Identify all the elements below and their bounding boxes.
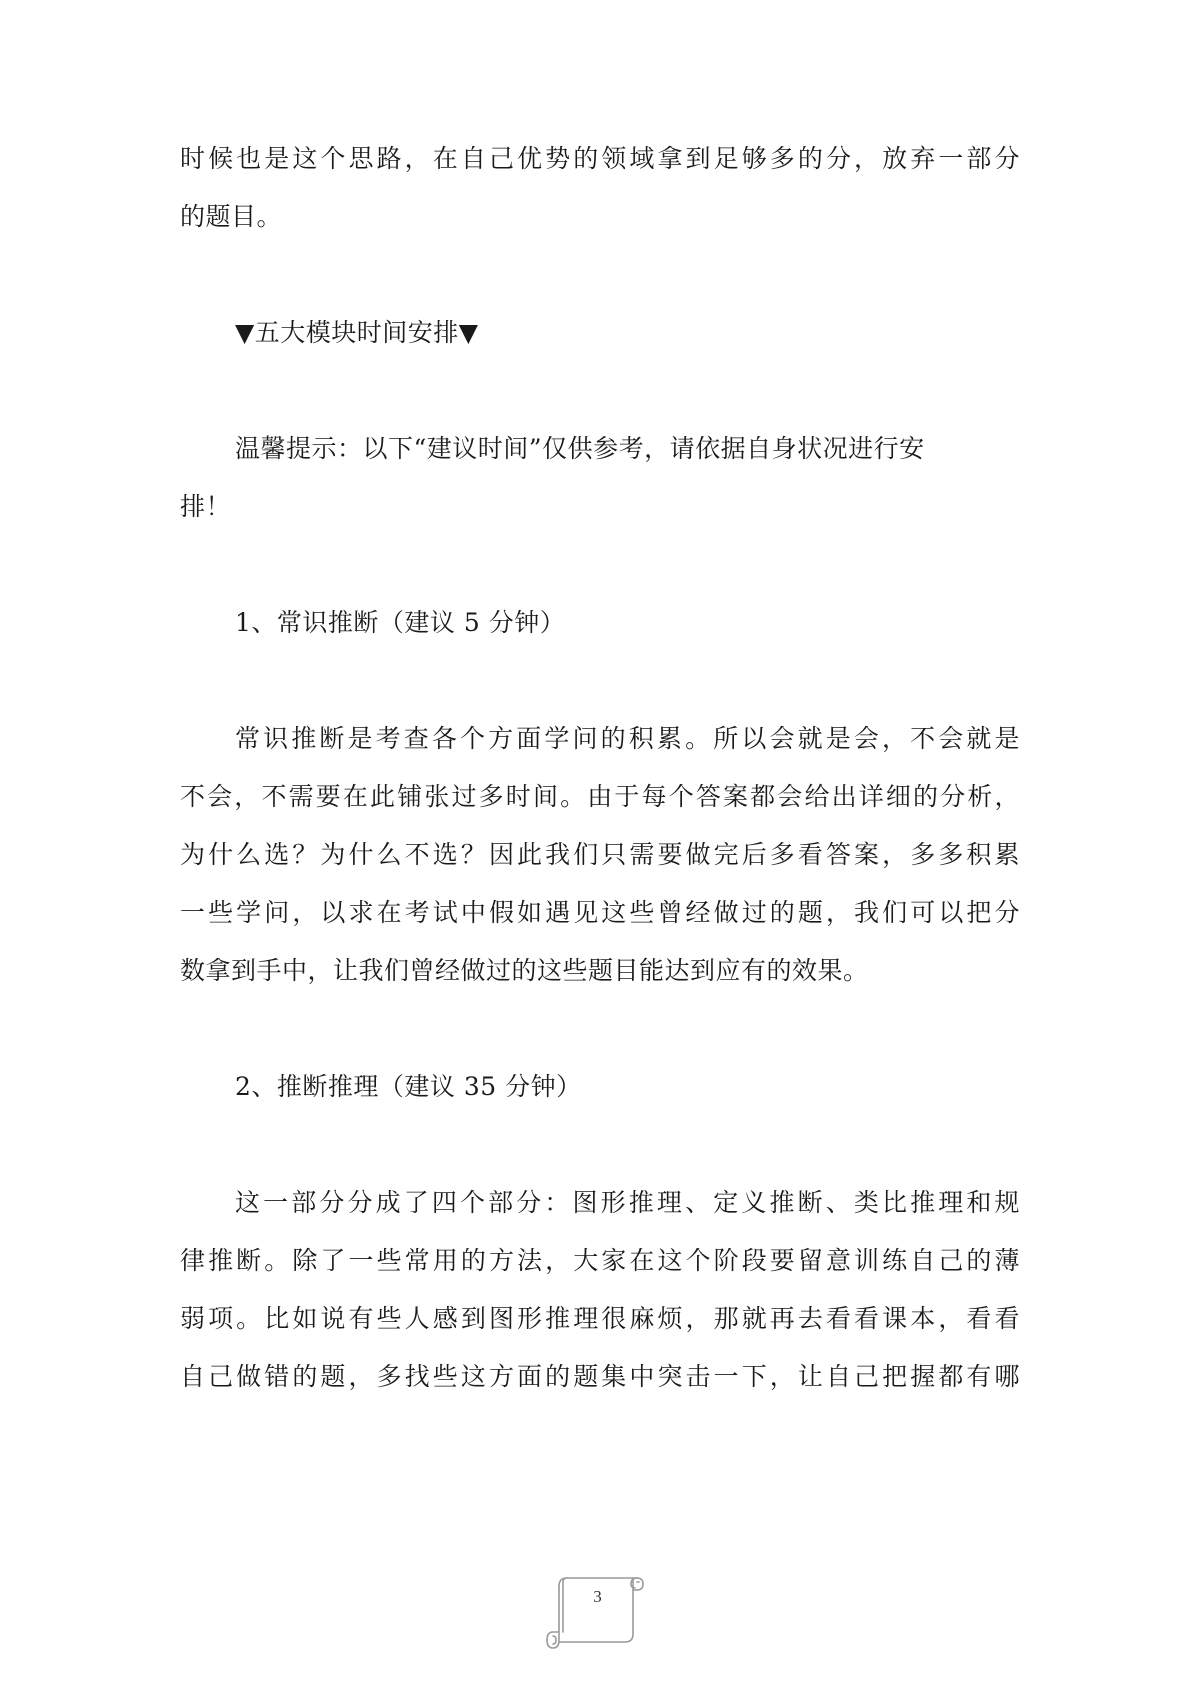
- paragraph-line: 为什么选？为什么不选？因此我们只需要做完后多看答案，多多积累: [180, 840, 1020, 869]
- paragraph-line: 律推断。除了一些常用的方法，大家在这个阶段要留意训练自己的薄: [180, 1246, 1020, 1275]
- paragraph-line: 的题目。: [180, 202, 283, 231]
- tip-line: 温馨提示：以下“建议时间”仅供参考，请依据自身状况进行安: [235, 434, 925, 463]
- paragraph-line: 一些学问，以求在考试中假如遇见这些曾经做过的题，我们可以把分: [180, 898, 1020, 927]
- paragraph-line: 常识推断是考查各个方面学问的积累。所以会就是会，不会就是: [235, 724, 1020, 753]
- paragraph-line: 时候也是这个思路，在自己优势的领域拿到足够多的分，放弃一部分: [180, 144, 1020, 173]
- tip-line: 排！: [180, 492, 232, 521]
- section-heading: ▼五大模块时间安排▼: [235, 318, 479, 347]
- paragraph-line: 数拿到手中，让我们曾经做过的这些题目能达到应有的效果。: [180, 956, 869, 985]
- page-number: 3: [593, 1587, 602, 1606]
- paragraph-line: 这一部分分成了四个部分：图形推理、定义推断、类比推理和规: [235, 1188, 1020, 1217]
- paragraph-line: 弱项。比如说有些人感到图形推理很麻烦，那就再去看看课本，看看: [180, 1304, 1020, 1333]
- paragraph-line: 自己做错的题，多找些这方面的题集中突击一下，让自己把握都有哪: [180, 1362, 1020, 1391]
- section-heading: 1、常识推断（建议 5 分钟）: [235, 608, 566, 637]
- scroll-icon: [545, 1568, 650, 1654]
- paragraph-line: 不会，不需要在此铺张过多时间。由于每个答案都会给出详细的分析，: [180, 782, 1020, 811]
- section-heading: 2、推断推理（建议 35 分钟）: [235, 1072, 582, 1101]
